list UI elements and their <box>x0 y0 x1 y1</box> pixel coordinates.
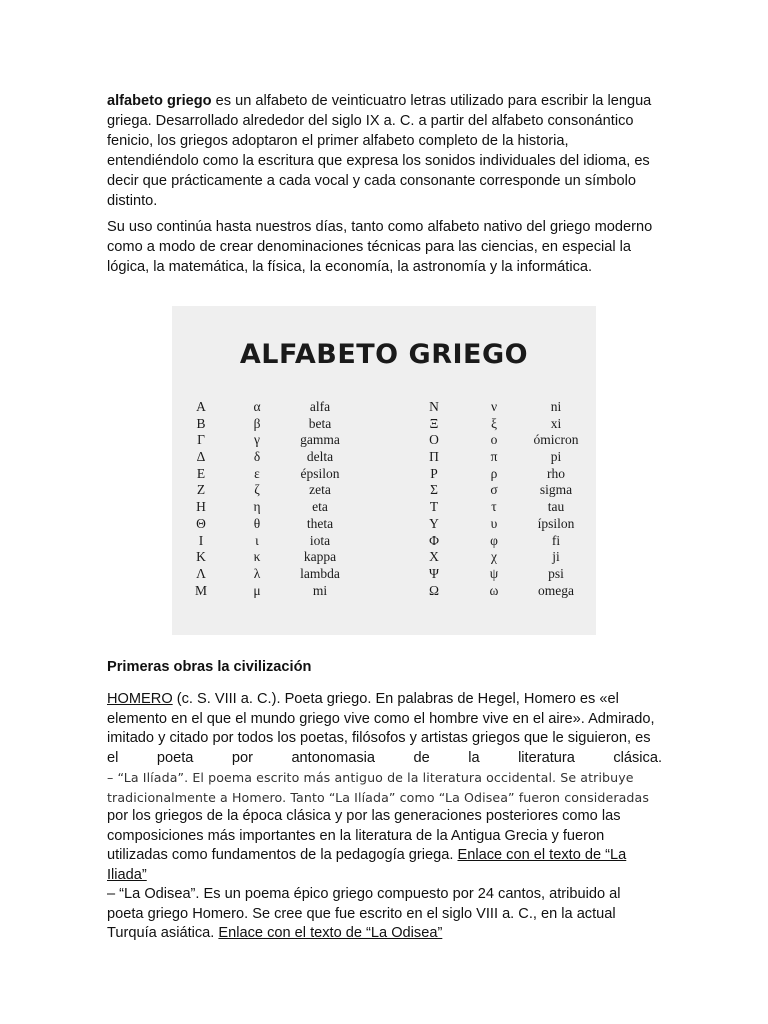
capital-letter: Ε <box>196 465 206 481</box>
lowercase-letter: υ <box>490 515 498 531</box>
capital-letter: Ν <box>429 399 439 414</box>
letter-name: eta <box>312 499 328 515</box>
lowercase-letter: ρ <box>490 465 498 481</box>
lowercase-letter: ξ <box>490 415 498 431</box>
lowercase-letter: α <box>253 399 261 414</box>
letter-name: ípsilon <box>537 515 575 531</box>
lowercase-letter: κ <box>253 549 261 565</box>
greek-alphabet-figure <box>172 306 596 635</box>
letter-name: beta <box>308 415 332 431</box>
letter-name: pi <box>550 449 562 465</box>
text-line: – “La Odisea”. Es un poema épico griego compuesto por 24 cantos, atribuido al <box>107 886 621 902</box>
capital-letter: Β <box>196 415 206 431</box>
letter-name: ji <box>552 549 560 565</box>
lowercase-letter: ι <box>255 532 259 548</box>
iliada-link[interactable]: Enlace con el texto de “La <box>457 847 627 863</box>
text-line: por los griegos de la época clásica y por las generaciones posteriores como las <box>107 808 621 824</box>
letter-name: xi <box>550 415 562 431</box>
letter-name: rho <box>547 465 565 481</box>
capital-letter: Γ <box>197 432 205 448</box>
left-lowercase-column <box>246 399 268 599</box>
left-names-column <box>280 399 360 599</box>
alphabet-title: ALFABETO GRIEGO <box>239 339 529 370</box>
capital-letter: Ω <box>428 582 440 598</box>
letter-name: alfa <box>309 399 331 414</box>
capital-letter: Υ <box>429 515 439 531</box>
letter-name: épsilon <box>300 465 340 481</box>
lowercase-letter: δ <box>253 449 261 465</box>
lowercase-letter: σ <box>490 482 498 498</box>
text-line: utilizadas como fundamentos de la pedagogía griega. Enlace con el texto de “La <box>107 847 627 863</box>
iliada-line: tradicionalmente a Homero. Tanto “La Ilíada” como “La Odisea” fueron consideradas <box>107 789 650 805</box>
lowercase-letter: γ <box>254 432 260 448</box>
lowercase-letter: χ <box>491 549 497 565</box>
letter-name: fi <box>551 532 561 548</box>
capital-letter: Ψ <box>429 565 439 581</box>
text-line: elemento en el que el mundo griego vive como el hombre vive en el aire». Admirado, <box>107 710 655 727</box>
capital-letter: Η <box>196 499 206 515</box>
iliada-line: – “La Ilíada”. El poema escrito más antiguo de la literatura occidental. Se atribuye <box>107 770 634 785</box>
letter-name: sigma <box>539 482 573 498</box>
letter-name: ni <box>550 399 562 414</box>
capital-letter: Α <box>196 399 206 414</box>
capital-letter: Ι <box>198 532 204 548</box>
letter-name: mi <box>312 582 328 598</box>
homero-paragraph <box>107 690 662 944</box>
letter-name: theta <box>306 515 334 531</box>
lowercase-letter: ο <box>490 432 498 448</box>
lowercase-letter: ν <box>490 399 498 414</box>
letter-name: delta <box>306 449 334 465</box>
letter-name: gamma <box>300 432 340 448</box>
text-line: composiciones más importantes en la literatura de la Antigua Grecia y fueron <box>107 827 605 844</box>
capital-letter: Τ <box>429 499 439 515</box>
lowercase-letter: θ <box>253 515 261 531</box>
capital-letter: Ο <box>429 432 439 448</box>
capital-letter: Χ <box>429 549 439 565</box>
letter-name: zeta <box>309 482 331 498</box>
lowercase-letter: ψ <box>489 565 499 581</box>
letter-name: psi <box>548 565 564 581</box>
text-line: poeta griego Homero. Se cree que fue escrito en el siglo VIII a. C., en la actual <box>107 905 616 922</box>
lowercase-letter: μ <box>253 582 261 598</box>
section-heading: Primeras obras la civilización <box>107 659 312 675</box>
text-line: el poeta por antonomasia de la literatura clásica. <box>107 749 662 766</box>
letter-name: lambda <box>300 565 340 581</box>
lowercase-letter: η <box>253 499 261 515</box>
lowercase-letter: ζ <box>254 482 260 498</box>
capital-letter: Λ <box>196 565 206 581</box>
right-lowercase-column <box>483 399 505 599</box>
right-capitals-column <box>423 399 445 599</box>
text-line <box>107 866 662 886</box>
capital-letter: Δ <box>196 449 206 465</box>
intro-text: es un alfabeto de veinticuatro letras utilizado para escribir la lengua griega. Desarrollado alrededor del siglo IX a. C. a partir del alfabeto consonántico fenicio, los griegos adoptaron el primer alfabeto completo de la historia, entendiéndolo como la escritura que expresa los sonidos individuales del idioma, es decir que prácticamente a cada vocal y cada consonante corresponde un símbolo distinto. <box>107 93 652 209</box>
lowercase-letter: φ <box>490 532 498 548</box>
odisea-link[interactable]: Enlace con el texto de “La Odisea” <box>218 925 443 941</box>
letter-name: omega <box>538 582 574 598</box>
capital-letter: Φ <box>429 532 439 548</box>
lowercase-letter: τ <box>491 499 497 515</box>
letter-name: tau <box>547 499 565 515</box>
letter-name: ómicron <box>533 432 579 448</box>
left-capitals-column <box>190 399 212 599</box>
capital-letter: Π <box>429 449 439 465</box>
lowercase-letter: ε <box>254 465 260 481</box>
letter-name: kappa <box>303 549 337 565</box>
capital-letter: Σ <box>430 482 438 498</box>
usage-paragraph: Su uso continúa hasta nuestros días, tanto como alfabeto nativo del griego moderno como a modo de crear denominaciones técnicas para las ciencias, en especial la lógica, la matemática, la física, la economía, la astronomía y la informática. <box>107 219 653 275</box>
text-line: HOMERO (c. S. VIII a. C.). Poeta griego. En palabras de Hegel, Homero es «el <box>107 691 619 707</box>
homero-link[interactable]: HOMERO <box>107 691 173 707</box>
right-names-column <box>512 399 600 599</box>
capital-letter: Ζ <box>196 482 206 498</box>
capital-letter: Μ <box>194 582 207 598</box>
capital-letter: Κ <box>196 549 206 565</box>
intro-term: alfabeto griego <box>107 93 212 109</box>
text-line: Turquía asiática. Enlace con el texto de “La Odisea” <box>107 925 443 941</box>
intro-paragraph <box>107 91 662 211</box>
lowercase-letter: ω <box>489 582 499 598</box>
lowercase-letter: β <box>253 415 261 431</box>
lowercase-letter: λ <box>253 565 261 581</box>
text-line: imitado y citado por todos los poetas, filósofos y artistas griegos que le siguieron, es <box>107 730 651 746</box>
lowercase-letter: π <box>490 449 498 465</box>
capital-letter: Ρ <box>430 465 438 481</box>
capital-letter: Θ <box>196 515 206 531</box>
letter-name: iota <box>309 532 331 548</box>
capital-letter: Ξ <box>429 415 439 431</box>
iliada-link-continued[interactable]: Iliada” <box>107 866 147 883</box>
